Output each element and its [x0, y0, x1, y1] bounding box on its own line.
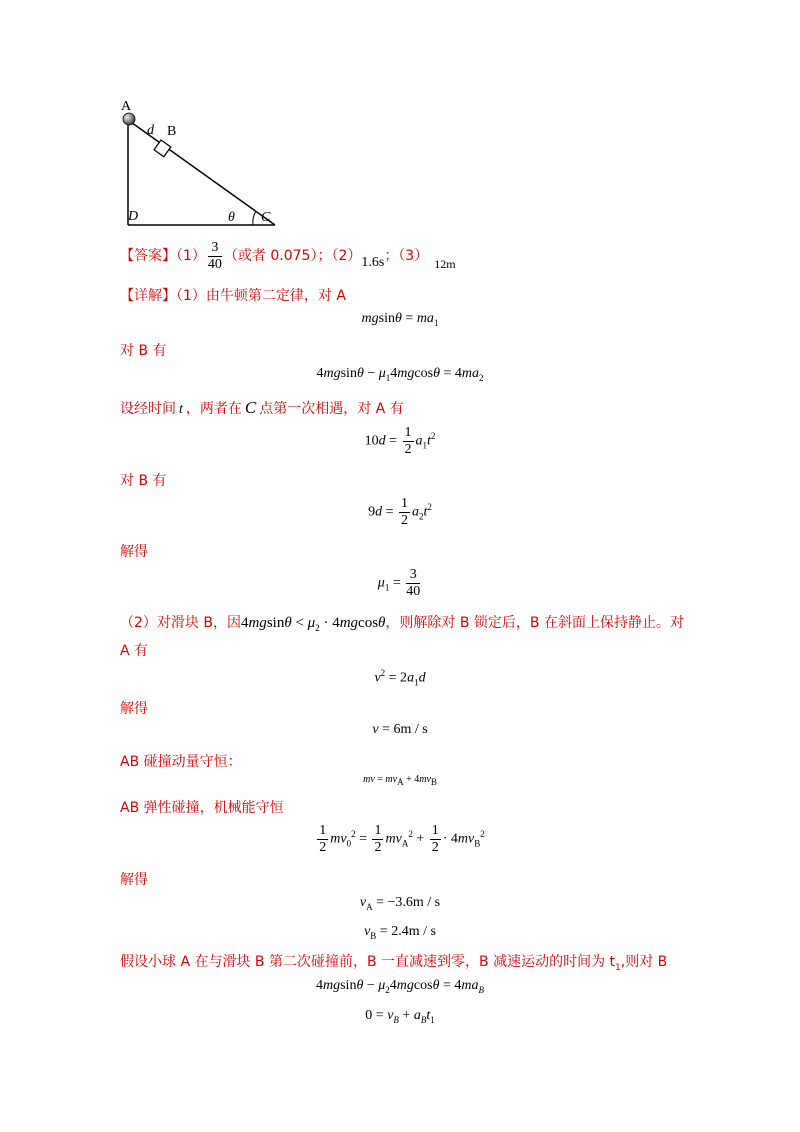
- ball-a: [123, 113, 135, 125]
- detail-line-9: AB 弹性碰撞，机械能守恒: [120, 800, 284, 816]
- label-B: B: [167, 124, 177, 139]
- detail-line-5: 解得: [120, 544, 148, 560]
- detail-line-8: AB 碰撞动量守恒：: [120, 754, 242, 770]
- eq-5: $\mu_1$ = $\frac{3}{40}$: [377, 567, 421, 599]
- label-D: D: [128, 209, 139, 224]
- eq-4: 9d = $\frac{1}{2}$ $a_2t^2$: [368, 496, 432, 528]
- eq-2: $4mgsin\theta - \mu_14mgcos\theta = 4ma_2$: [316, 366, 484, 383]
- eq-8: mv = $mv_A + 4mv_B$: [363, 774, 437, 787]
- eq-12: $4mgsin\theta - \mu_24mgcos\theta = 4ma_B$: [315, 978, 484, 995]
- detail-line-6c: A 有: [120, 643, 149, 659]
- eq-7: v = 6m / s: [372, 722, 428, 737]
- incline-diagram: [115, 95, 285, 230]
- detail-line-7: 解得: [120, 701, 148, 717]
- label-C: C: [261, 210, 271, 225]
- eq-1: $mgsin\theta = ma_1$: [361, 311, 439, 328]
- label-d: d: [147, 123, 154, 138]
- label-A: A: [121, 99, 132, 114]
- eq-6: $v^2 = 2a_1d$: [374, 668, 426, 688]
- detail-line-11: 假设小球 A 在与滑块 B 第二次碰撞前，B 一直减速到零，B 减速运动的时间为 $t_1$,则对 B: [120, 954, 668, 973]
- detail-line-4: 对 B 有: [120, 473, 167, 489]
- detail-line-2: 对 B 有: [120, 343, 167, 359]
- block-b: [154, 140, 171, 157]
- eq-10: $v_A = -3.6m / s$: [359, 895, 441, 912]
- detail-line-10: 解得: [120, 872, 148, 888]
- answer-label: 【答案】: [120, 248, 176, 264]
- detail-label: 【详解】: [120, 288, 176, 304]
- eq-9: $\frac{1}{2}$ $mv_0^2$ = $\frac{1}{2}$ $mv_A^2$ + $\frac{1}{2}$ · $4mv_B^2$: [319, 823, 485, 855]
- eq-11: $v_B = 2.4m / s$: [364, 924, 436, 941]
- detail-line-6: （2）对滑块 B，因$4mgsin\theta < \mu_2 \cdot 4mgcos\theta$，则解除对 B 锁定后，B 在斜面上保持静止。对: [120, 615, 684, 633]
- eq-3: 10d = $\frac{1}{2}$ $a_1t^2$: [364, 425, 436, 457]
- answer-line: 【答案】（1） $\frac{3}{40}$ （或者 0.075）；（2）1.6s；（3） 12m: [120, 239, 456, 272]
- eq-13: $0 = v_B + a_Bt_1$: [365, 1008, 435, 1025]
- detail-line-3: 设经时间 t ，两者在 C 点第一次相遇，对 A 有: [120, 398, 404, 417]
- detail-line-1: 【详解】（1）由牛顿第二定律，对 A: [120, 288, 346, 304]
- label-theta: θ: [228, 210, 235, 225]
